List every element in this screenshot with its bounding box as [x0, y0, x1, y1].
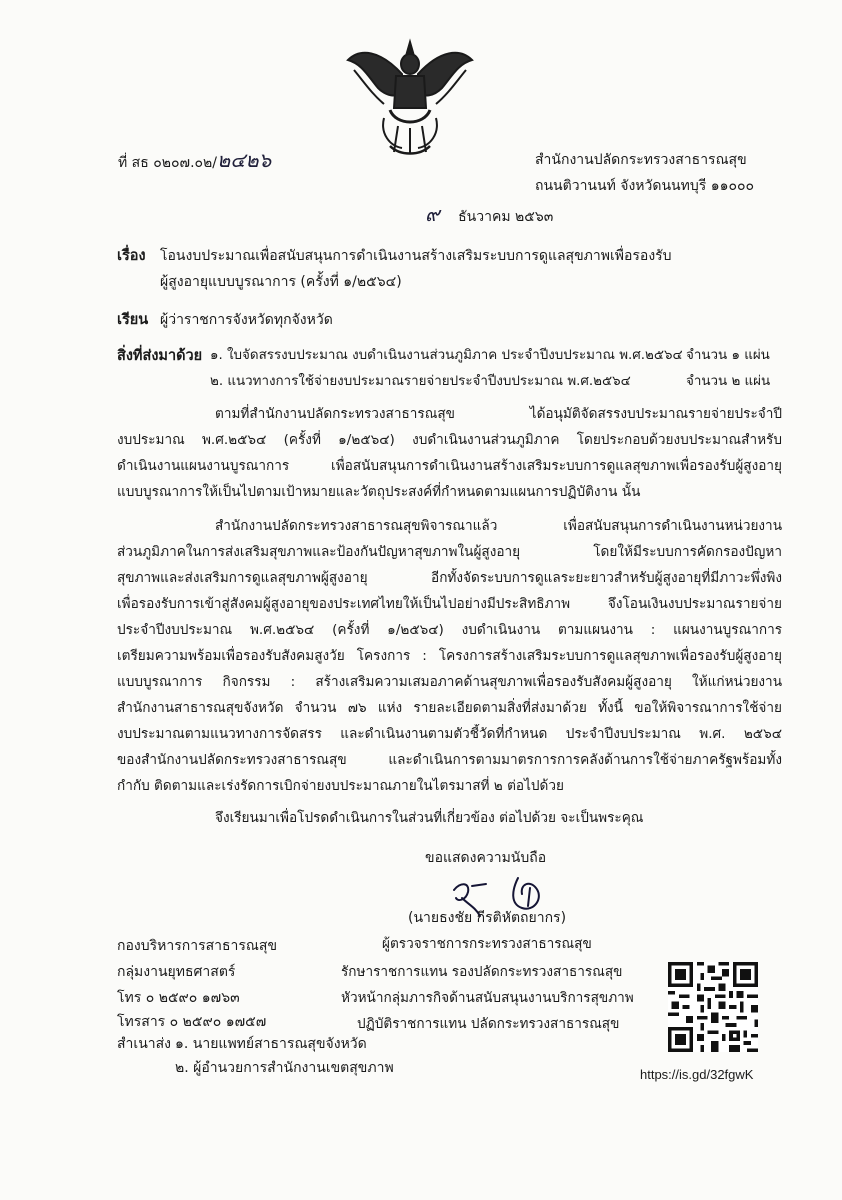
paragraph-2-line: เตรียมความพร้อมเพื่อรองรับสังคมสูงวัย โครงการ : โครงการสร้างเสริมระบบการดูแลสุขภาพเพื่อรองรับผู้สูงอายุ — [117, 648, 782, 664]
date-month-year: ธันวาคม ๒๕๖๓ — [458, 209, 554, 225]
department-line: กองบริหารการสาธารณสุข — [117, 938, 278, 954]
reference-prefix: ที่ สธ ๐๒๐๗.๐๒/ — [118, 155, 218, 171]
reference-handwritten-number: ๒๔๒๖ — [217, 148, 272, 172]
cc-label: สำเนาส่ง — [117, 1036, 172, 1052]
garuda-emblem-icon — [340, 30, 480, 160]
attachment-item-2: ๒. แนวทางการใช้จ่ายงบประมาณรายจ่ายประจำปีงบประมาณ พ.ศ.๒๕๖๔ — [210, 374, 631, 389]
cc-item: ๒. ผู้อำนวยการสำนักงานเขตสุขภาพ — [175, 1060, 394, 1076]
subject-label: เรื่อง — [117, 248, 146, 264]
department-line: โทรสาร ๐ ๒๕๙๐ ๑๗๕๗ — [117, 1014, 267, 1030]
letter-date — [425, 204, 553, 227]
attachment-item-2-count: จำนวน ๒ แผ่น — [686, 374, 771, 389]
department-line: โทร ๐ ๒๕๙๐ ๑๗๖๓ — [117, 990, 240, 1006]
subject-line-1: โอนงบประมาณเพื่อสนับสนุนการดำเนินงานสร้างเสริมระบบการดูแลสุขภาพเพื่อรองรับ — [160, 248, 672, 264]
paragraph-1-line: ดำเนินงานแผนงานบูรณาการ เพื่อสนับสนุนการดำเนินงานสร้างเสริมระบบการดูแลสุขภาพเพื่อรองรับผู้สูงอายุ — [117, 458, 782, 474]
paragraph-2-line: สำนักงานปลัดกระทรวงสาธารณสุขพิจารณาแล้ว เพื่อสนับสนุนการดำเนินงานหน่วยงาน — [215, 518, 782, 534]
paragraph-1-line: งบประมาณ พ.ศ.๒๕๖๔ (ครั้งที่ ๑/๒๕๖๔) งบดำเนินงานส่วนภูมิภาค โดยประกอบด้วยงบประมาณสำหรับ — [117, 432, 782, 448]
signer-title: ผู้ตรวจราชการกระทรวงสาธารณสุข — [382, 936, 592, 952]
subject-line-2: ผู้สูงอายุแบบบูรณาการ (ครั้งที่ ๑/๒๕๖๔) — [160, 274, 402, 290]
qr-code-icon[interactable] — [668, 962, 758, 1052]
department-line: กลุ่มงานยุทธศาสตร์ — [117, 964, 236, 980]
paragraph-2-line: สุขภาพและส่งเสริมการดูแลสุขภาพผู้สูงอายุ อีกทั้งจัดระบบการดูแลระยะยาวสำหรับผู้สูงอายุที่มีภาวะพึ่งพิง — [117, 570, 782, 586]
paragraph-2-line: งบประมาณตามแนวทางการจัดสรร และดำเนินงานตามตัวชี้วัดที่กำหนด ประจำปีงบประมาณ พ.ศ. ๒๕๖๔ — [117, 726, 782, 742]
qr-url-link[interactable]: https://is.gd/32fgwK — [640, 1067, 754, 1082]
sender-office: สำนักงานปลัดกระทรวงสาธารณสุข — [535, 152, 747, 168]
recipient-label: เรียน — [117, 312, 149, 328]
attachment-item-1: ๑. ใบจัดสรรงบประมาณ งบดำเนินงานส่วนภูมิภาค ประจำปีงบประมาณ พ.ศ.๒๕๖๔ — [210, 348, 683, 363]
paragraph-2-line: กำกับ ติดตามและเร่งรัดการเบิกจ่ายงบประมาณภายในไตรมาสที่ ๒ ต่อไปด้วย — [117, 778, 564, 794]
reference-number — [118, 150, 271, 173]
paragraph-1-line: แบบบูรณาการให้เป็นไปตามเป้าหมายและวัตถุประสงค์ที่กำหนดตามแผนการปฏิบัติงาน นั้น — [117, 484, 641, 500]
paragraph-2-line: แบบบูรณาการ กิจกรรม : สร้างเสริมความเสมอภาคด้านสุขภาพเพื่อรองรับสังคมผู้สูงอายุ ให้แก่หน่วยงาน — [117, 674, 782, 690]
attachment-item-1-count: จำนวน ๑ แผ่น — [686, 348, 770, 363]
signer-name: (นายธงชัย กีรติหัตถยากร) — [408, 910, 567, 926]
paragraph-1-line: ตามที่สำนักงานปลัดกระทรวงสาธารณสุข ได้อนุมัติจัดสรรงบประมาณรายจ่ายประจำปี — [215, 406, 782, 422]
closing-phrase: ขอแสดงความนับถือ — [425, 850, 547, 866]
signer-title: รักษาราชการแทน รองปลัดกระทรวงสาธารณสุข — [341, 964, 623, 980]
attachments-label: สิ่งที่ส่งมาด้วย — [117, 348, 203, 364]
paragraph-2-line: ส่วนภูมิภาคในการส่งเสริมสุขภาพและป้องกันปัญหาสุขภาพในผู้สูงอายุ โดยให้มีระบบการคัดกรองปัญหา — [117, 544, 782, 560]
paragraph-2-line: ของสำนักงานปลัดกระทรวงสาธารณสุข และดำเนินการตามมาตรการการคลังด้านการใช้จ่ายภาครัฐพร้อมทั้ง — [117, 752, 782, 768]
paragraph-2-line: สำนักงานสาธารณสุขจังหวัด จำนวน ๗๖ แห่ง รายละเอียดตามสิ่งที่ส่งมาด้วย ทั้งนี้ ขอให้พิจารณาการใช้จ่าย — [117, 700, 782, 716]
sender-address: ถนนติวานนท์ จังหวัดนนทบุรี ๑๑๐๐๐ — [535, 178, 755, 194]
paragraph-2-line: ประจำปีงบประมาณ พ.ศ.๒๕๖๔ (ครั้งที่ ๑/๒๕๖๔) งบดำเนินงาน ตามแผนงาน : แผนงานบูรณาการ — [117, 622, 782, 638]
date-handwritten-day: ๙ — [425, 202, 440, 226]
recipient-value: ผู้ว่าราชการจังหวัดทุกจังหวัด — [160, 312, 333, 328]
paragraph-2-line: เพื่อรองรับการเข้าสู่สังคมผู้สูงอายุของประเทศไทยให้เป็นไปอย่างมีประสิทธิภาพ จึงโอนเงินงบประมาณรายจ่าย — [117, 596, 782, 612]
signer-title: ปฏิบัติราชการแทน ปลัดกระทรวงสาธารณสุข — [357, 1016, 620, 1032]
cc-item: ๑. นายแพทย์สาธารณสุขจังหวัด — [175, 1036, 367, 1052]
closing-paragraph: จึงเรียนมาเพื่อโปรดดำเนินการในส่วนที่เกี่ยวข้อง ต่อไปด้วย จะเป็นพระคุณ — [215, 810, 644, 826]
signer-title: หัวหน้ากลุ่มภารกิจด้านสนับสนุนงานบริการสุขภาพ — [341, 990, 634, 1006]
